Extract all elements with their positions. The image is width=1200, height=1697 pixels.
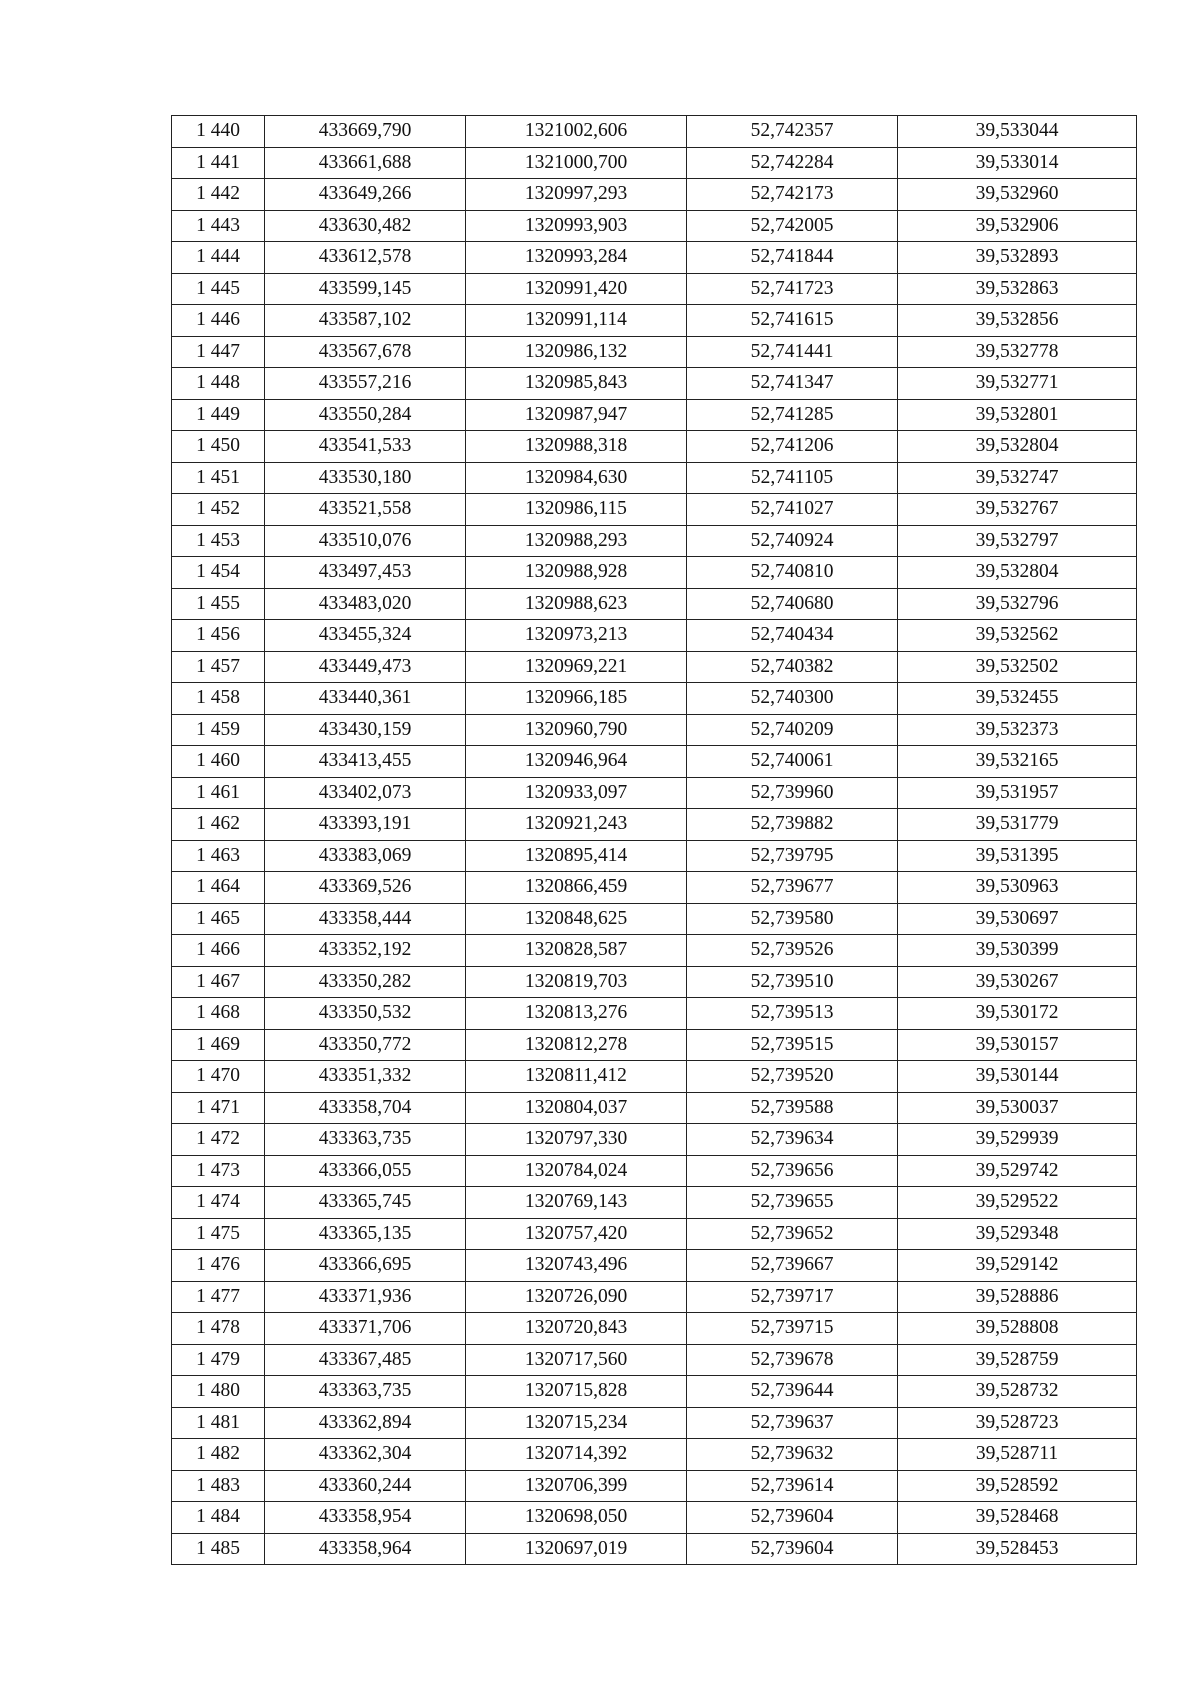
point-number-cell: 1 453 — [172, 525, 265, 557]
longitude-cell: 39,533014 — [898, 147, 1137, 179]
x-coordinate-cell: 433363,735 — [265, 1124, 466, 1156]
longitude-cell: 39,530267 — [898, 966, 1137, 998]
latitude-cell: 52,742173 — [687, 179, 898, 211]
latitude-cell: 52,739715 — [687, 1313, 898, 1345]
longitude-cell: 39,532562 — [898, 620, 1137, 652]
x-coordinate-cell: 433567,678 — [265, 336, 466, 368]
y-coordinate-cell: 1321002,606 — [466, 116, 687, 148]
longitude-cell: 39,528592 — [898, 1470, 1137, 1502]
x-coordinate-cell: 433383,069 — [265, 840, 466, 872]
latitude-cell: 52,739510 — [687, 966, 898, 998]
point-number-cell: 1 462 — [172, 809, 265, 841]
x-coordinate-cell: 433352,192 — [265, 935, 466, 967]
latitude-cell: 52,741441 — [687, 336, 898, 368]
y-coordinate-cell: 1320828,587 — [466, 935, 687, 967]
table-row — [172, 1439, 1137, 1471]
table-row — [172, 1092, 1137, 1124]
point-number-cell: 1 443 — [172, 210, 265, 242]
point-number-cell: 1 461 — [172, 777, 265, 809]
y-coordinate-cell: 1320813,276 — [466, 998, 687, 1030]
x-coordinate-cell: 433669,790 — [265, 116, 466, 148]
longitude-cell: 39,528808 — [898, 1313, 1137, 1345]
point-number-cell: 1 483 — [172, 1470, 265, 1502]
longitude-cell: 39,530399 — [898, 935, 1137, 967]
x-coordinate-cell: 433350,772 — [265, 1029, 466, 1061]
longitude-cell: 39,528723 — [898, 1407, 1137, 1439]
y-coordinate-cell: 1320993,284 — [466, 242, 687, 274]
y-coordinate-cell: 1320966,185 — [466, 683, 687, 715]
table-row — [172, 1313, 1137, 1345]
longitude-cell: 39,532863 — [898, 273, 1137, 305]
y-coordinate-cell: 1320804,037 — [466, 1092, 687, 1124]
coordinates-table-body — [172, 116, 1137, 1565]
point-number-cell: 1 471 — [172, 1092, 265, 1124]
y-coordinate-cell: 1320997,293 — [466, 179, 687, 211]
x-coordinate-cell: 433362,304 — [265, 1439, 466, 1471]
y-coordinate-cell: 1320988,623 — [466, 588, 687, 620]
table-row — [172, 1502, 1137, 1534]
table-row — [172, 368, 1137, 400]
point-number-cell: 1 466 — [172, 935, 265, 967]
table-row — [172, 1187, 1137, 1219]
latitude-cell: 52,739677 — [687, 872, 898, 904]
longitude-cell: 39,532960 — [898, 179, 1137, 211]
x-coordinate-cell: 433362,894 — [265, 1407, 466, 1439]
longitude-cell: 39,530697 — [898, 903, 1137, 935]
latitude-cell: 52,741615 — [687, 305, 898, 337]
table-row — [172, 242, 1137, 274]
point-number-cell: 1 448 — [172, 368, 265, 400]
longitude-cell: 39,531395 — [898, 840, 1137, 872]
longitude-cell: 39,528453 — [898, 1533, 1137, 1565]
latitude-cell: 52,740061 — [687, 746, 898, 778]
table-row — [172, 840, 1137, 872]
y-coordinate-cell: 1320743,496 — [466, 1250, 687, 1282]
table-row — [172, 1533, 1137, 1565]
longitude-cell: 39,528711 — [898, 1439, 1137, 1471]
y-coordinate-cell: 1320988,293 — [466, 525, 687, 557]
table-row — [172, 1470, 1137, 1502]
point-number-cell: 1 463 — [172, 840, 265, 872]
longitude-cell: 39,532778 — [898, 336, 1137, 368]
latitude-cell: 52,741723 — [687, 273, 898, 305]
x-coordinate-cell: 433413,455 — [265, 746, 466, 778]
point-number-cell: 1 480 — [172, 1376, 265, 1408]
y-coordinate-cell: 1320946,964 — [466, 746, 687, 778]
x-coordinate-cell: 433649,266 — [265, 179, 466, 211]
latitude-cell: 52,742005 — [687, 210, 898, 242]
y-coordinate-cell: 1320714,392 — [466, 1439, 687, 1471]
longitude-cell: 39,532797 — [898, 525, 1137, 557]
longitude-cell: 39,529742 — [898, 1155, 1137, 1187]
x-coordinate-cell: 433350,532 — [265, 998, 466, 1030]
point-number-cell: 1 444 — [172, 242, 265, 274]
x-coordinate-cell: 433455,324 — [265, 620, 466, 652]
point-number-cell: 1 449 — [172, 399, 265, 431]
x-coordinate-cell: 433360,244 — [265, 1470, 466, 1502]
longitude-cell: 39,532893 — [898, 242, 1137, 274]
longitude-cell: 39,531779 — [898, 809, 1137, 841]
latitude-cell: 52,739634 — [687, 1124, 898, 1156]
latitude-cell: 52,741206 — [687, 431, 898, 463]
latitude-cell: 52,739678 — [687, 1344, 898, 1376]
latitude-cell: 52,740680 — [687, 588, 898, 620]
latitude-cell: 52,739580 — [687, 903, 898, 935]
point-number-cell: 1 476 — [172, 1250, 265, 1282]
x-coordinate-cell: 433449,473 — [265, 651, 466, 683]
point-number-cell: 1 470 — [172, 1061, 265, 1093]
x-coordinate-cell: 433358,954 — [265, 1502, 466, 1534]
y-coordinate-cell: 1320993,903 — [466, 210, 687, 242]
x-coordinate-cell: 433550,284 — [265, 399, 466, 431]
x-coordinate-cell: 433440,361 — [265, 683, 466, 715]
longitude-cell: 39,532455 — [898, 683, 1137, 715]
x-coordinate-cell: 433350,282 — [265, 966, 466, 998]
table-row — [172, 966, 1137, 998]
point-number-cell: 1 454 — [172, 557, 265, 589]
x-coordinate-cell: 433497,453 — [265, 557, 466, 589]
latitude-cell: 52,741105 — [687, 462, 898, 494]
x-coordinate-cell: 433530,180 — [265, 462, 466, 494]
latitude-cell: 52,739632 — [687, 1439, 898, 1471]
longitude-cell: 39,530172 — [898, 998, 1137, 1030]
y-coordinate-cell: 1320991,420 — [466, 273, 687, 305]
latitude-cell: 52,741347 — [687, 368, 898, 400]
x-coordinate-cell: 433557,216 — [265, 368, 466, 400]
y-coordinate-cell: 1320921,243 — [466, 809, 687, 841]
longitude-cell: 39,532502 — [898, 651, 1137, 683]
latitude-cell: 52,739637 — [687, 1407, 898, 1439]
x-coordinate-cell: 433366,055 — [265, 1155, 466, 1187]
table-row — [172, 998, 1137, 1030]
longitude-cell: 39,532771 — [898, 368, 1137, 400]
x-coordinate-cell: 433661,688 — [265, 147, 466, 179]
longitude-cell: 39,530037 — [898, 1092, 1137, 1124]
latitude-cell: 52,739520 — [687, 1061, 898, 1093]
y-coordinate-cell: 1320895,414 — [466, 840, 687, 872]
longitude-cell: 39,528886 — [898, 1281, 1137, 1313]
latitude-cell: 52,739656 — [687, 1155, 898, 1187]
table-row — [172, 746, 1137, 778]
y-coordinate-cell: 1320991,114 — [466, 305, 687, 337]
y-coordinate-cell: 1320769,143 — [466, 1187, 687, 1219]
x-coordinate-cell: 433358,964 — [265, 1533, 466, 1565]
y-coordinate-cell: 1320715,234 — [466, 1407, 687, 1439]
latitude-cell: 52,740924 — [687, 525, 898, 557]
table-row — [172, 809, 1137, 841]
point-number-cell: 1 473 — [172, 1155, 265, 1187]
latitude-cell: 52,741844 — [687, 242, 898, 274]
y-coordinate-cell: 1320819,703 — [466, 966, 687, 998]
point-number-cell: 1 455 — [172, 588, 265, 620]
table-row — [172, 1218, 1137, 1250]
latitude-cell: 52,739655 — [687, 1187, 898, 1219]
x-coordinate-cell: 433599,145 — [265, 273, 466, 305]
y-coordinate-cell: 1320848,625 — [466, 903, 687, 935]
point-number-cell: 1 457 — [172, 651, 265, 683]
y-coordinate-cell: 1320812,278 — [466, 1029, 687, 1061]
longitude-cell: 39,532767 — [898, 494, 1137, 526]
latitude-cell: 52,739513 — [687, 998, 898, 1030]
y-coordinate-cell: 1320784,024 — [466, 1155, 687, 1187]
latitude-cell: 52,739515 — [687, 1029, 898, 1061]
x-coordinate-cell: 433510,076 — [265, 525, 466, 557]
x-coordinate-cell: 433358,704 — [265, 1092, 466, 1124]
y-coordinate-cell: 1320960,790 — [466, 714, 687, 746]
x-coordinate-cell: 433587,102 — [265, 305, 466, 337]
longitude-cell: 39,529142 — [898, 1250, 1137, 1282]
table-row — [172, 431, 1137, 463]
table-row — [172, 1124, 1137, 1156]
y-coordinate-cell: 1321000,700 — [466, 147, 687, 179]
x-coordinate-cell: 433483,020 — [265, 588, 466, 620]
y-coordinate-cell: 1320706,399 — [466, 1470, 687, 1502]
point-number-cell: 1 469 — [172, 1029, 265, 1061]
longitude-cell: 39,529939 — [898, 1124, 1137, 1156]
point-number-cell: 1 451 — [172, 462, 265, 494]
y-coordinate-cell: 1320973,213 — [466, 620, 687, 652]
table-row — [172, 1029, 1137, 1061]
y-coordinate-cell: 1320988,928 — [466, 557, 687, 589]
table-row — [172, 935, 1137, 967]
y-coordinate-cell: 1320720,843 — [466, 1313, 687, 1345]
y-coordinate-cell: 1320969,221 — [466, 651, 687, 683]
point-number-cell: 1 447 — [172, 336, 265, 368]
table-row — [172, 462, 1137, 494]
longitude-cell: 39,528732 — [898, 1376, 1137, 1408]
latitude-cell: 52,742284 — [687, 147, 898, 179]
y-coordinate-cell: 1320987,947 — [466, 399, 687, 431]
x-coordinate-cell: 433358,444 — [265, 903, 466, 935]
x-coordinate-cell: 433363,735 — [265, 1376, 466, 1408]
point-number-cell: 1 477 — [172, 1281, 265, 1313]
longitude-cell: 39,532373 — [898, 714, 1137, 746]
y-coordinate-cell: 1320984,630 — [466, 462, 687, 494]
table-row — [172, 714, 1137, 746]
point-number-cell: 1 475 — [172, 1218, 265, 1250]
table-row — [172, 1344, 1137, 1376]
point-number-cell: 1 450 — [172, 431, 265, 463]
longitude-cell: 39,532165 — [898, 746, 1137, 778]
table-row — [172, 525, 1137, 557]
table-row — [172, 273, 1137, 305]
y-coordinate-cell: 1320986,115 — [466, 494, 687, 526]
point-number-cell: 1 472 — [172, 1124, 265, 1156]
latitude-cell: 52,739717 — [687, 1281, 898, 1313]
point-number-cell: 1 485 — [172, 1533, 265, 1565]
table-row — [172, 179, 1137, 211]
table-row — [172, 1281, 1137, 1313]
y-coordinate-cell: 1320811,412 — [466, 1061, 687, 1093]
latitude-cell: 52,742357 — [687, 116, 898, 148]
x-coordinate-cell: 433521,558 — [265, 494, 466, 526]
point-number-cell: 1 484 — [172, 1502, 265, 1534]
point-number-cell: 1 440 — [172, 116, 265, 148]
longitude-cell: 39,533044 — [898, 116, 1137, 148]
longitude-cell: 39,532801 — [898, 399, 1137, 431]
x-coordinate-cell: 433393,191 — [265, 809, 466, 841]
longitude-cell: 39,529522 — [898, 1187, 1137, 1219]
table-row — [172, 1376, 1137, 1408]
table-row — [172, 336, 1137, 368]
x-coordinate-cell: 433612,578 — [265, 242, 466, 274]
x-coordinate-cell: 433369,526 — [265, 872, 466, 904]
y-coordinate-cell: 1320717,560 — [466, 1344, 687, 1376]
latitude-cell: 52,739604 — [687, 1533, 898, 1565]
point-number-cell: 1 468 — [172, 998, 265, 1030]
latitude-cell: 52,741285 — [687, 399, 898, 431]
y-coordinate-cell: 1320986,132 — [466, 336, 687, 368]
latitude-cell: 52,739614 — [687, 1470, 898, 1502]
latitude-cell: 52,740300 — [687, 683, 898, 715]
point-number-cell: 1 464 — [172, 872, 265, 904]
longitude-cell: 39,530963 — [898, 872, 1137, 904]
x-coordinate-cell: 433430,159 — [265, 714, 466, 746]
point-number-cell: 1 481 — [172, 1407, 265, 1439]
point-number-cell: 1 479 — [172, 1344, 265, 1376]
point-number-cell: 1 459 — [172, 714, 265, 746]
point-number-cell: 1 460 — [172, 746, 265, 778]
table-row — [172, 210, 1137, 242]
latitude-cell: 52,739882 — [687, 809, 898, 841]
point-number-cell: 1 445 — [172, 273, 265, 305]
point-number-cell: 1 456 — [172, 620, 265, 652]
table-row — [172, 872, 1137, 904]
point-number-cell: 1 458 — [172, 683, 265, 715]
table-row — [172, 399, 1137, 431]
point-number-cell: 1 442 — [172, 179, 265, 211]
latitude-cell: 52,739960 — [687, 777, 898, 809]
longitude-cell: 39,528468 — [898, 1502, 1137, 1534]
table-row — [172, 903, 1137, 935]
longitude-cell: 39,532804 — [898, 557, 1137, 589]
y-coordinate-cell: 1320715,828 — [466, 1376, 687, 1408]
latitude-cell: 52,739644 — [687, 1376, 898, 1408]
x-coordinate-cell: 433402,073 — [265, 777, 466, 809]
point-number-cell: 1 467 — [172, 966, 265, 998]
y-coordinate-cell: 1320985,843 — [466, 368, 687, 400]
latitude-cell: 52,741027 — [687, 494, 898, 526]
latitude-cell: 52,739526 — [687, 935, 898, 967]
point-number-cell: 1 441 — [172, 147, 265, 179]
point-number-cell: 1 482 — [172, 1439, 265, 1471]
table-row — [172, 557, 1137, 589]
coordinates-table — [171, 115, 1137, 1565]
y-coordinate-cell: 1320866,459 — [466, 872, 687, 904]
y-coordinate-cell: 1320988,318 — [466, 431, 687, 463]
table-row — [172, 1061, 1137, 1093]
point-number-cell: 1 465 — [172, 903, 265, 935]
point-number-cell: 1 474 — [172, 1187, 265, 1219]
longitude-cell: 39,530144 — [898, 1061, 1137, 1093]
table-row — [172, 116, 1137, 148]
point-number-cell: 1 452 — [172, 494, 265, 526]
table-row — [172, 651, 1137, 683]
table-row — [172, 494, 1137, 526]
table-row — [172, 777, 1137, 809]
longitude-cell: 39,530157 — [898, 1029, 1137, 1061]
latitude-cell: 52,740810 — [687, 557, 898, 589]
latitude-cell: 52,739652 — [687, 1218, 898, 1250]
x-coordinate-cell: 433366,695 — [265, 1250, 466, 1282]
point-number-cell: 1 446 — [172, 305, 265, 337]
y-coordinate-cell: 1320797,330 — [466, 1124, 687, 1156]
latitude-cell: 52,739588 — [687, 1092, 898, 1124]
latitude-cell: 52,739795 — [687, 840, 898, 872]
table-row — [172, 620, 1137, 652]
latitude-cell: 52,739667 — [687, 1250, 898, 1282]
table-row — [172, 683, 1137, 715]
longitude-cell: 39,531957 — [898, 777, 1137, 809]
longitude-cell: 39,529348 — [898, 1218, 1137, 1250]
table-row — [172, 1155, 1137, 1187]
x-coordinate-cell: 433371,936 — [265, 1281, 466, 1313]
x-coordinate-cell: 433351,332 — [265, 1061, 466, 1093]
table-row — [172, 305, 1137, 337]
point-number-cell: 1 478 — [172, 1313, 265, 1345]
y-coordinate-cell: 1320757,420 — [466, 1218, 687, 1250]
y-coordinate-cell: 1320726,090 — [466, 1281, 687, 1313]
table-row — [172, 588, 1137, 620]
table-row — [172, 1407, 1137, 1439]
longitude-cell: 39,532796 — [898, 588, 1137, 620]
x-coordinate-cell: 433365,135 — [265, 1218, 466, 1250]
latitude-cell: 52,739604 — [687, 1502, 898, 1534]
latitude-cell: 52,740434 — [687, 620, 898, 652]
latitude-cell: 52,740382 — [687, 651, 898, 683]
table-row — [172, 147, 1137, 179]
longitude-cell: 39,532856 — [898, 305, 1137, 337]
longitude-cell: 39,528759 — [898, 1344, 1137, 1376]
x-coordinate-cell: 433371,706 — [265, 1313, 466, 1345]
x-coordinate-cell: 433365,745 — [265, 1187, 466, 1219]
latitude-cell: 52,740209 — [687, 714, 898, 746]
longitude-cell: 39,532747 — [898, 462, 1137, 494]
longitude-cell: 39,532804 — [898, 431, 1137, 463]
x-coordinate-cell: 433630,482 — [265, 210, 466, 242]
y-coordinate-cell: 1320697,019 — [466, 1533, 687, 1565]
y-coordinate-cell: 1320698,050 — [466, 1502, 687, 1534]
x-coordinate-cell: 433541,533 — [265, 431, 466, 463]
table-row — [172, 1250, 1137, 1282]
x-coordinate-cell: 433367,485 — [265, 1344, 466, 1376]
y-coordinate-cell: 1320933,097 — [466, 777, 687, 809]
longitude-cell: 39,532906 — [898, 210, 1137, 242]
